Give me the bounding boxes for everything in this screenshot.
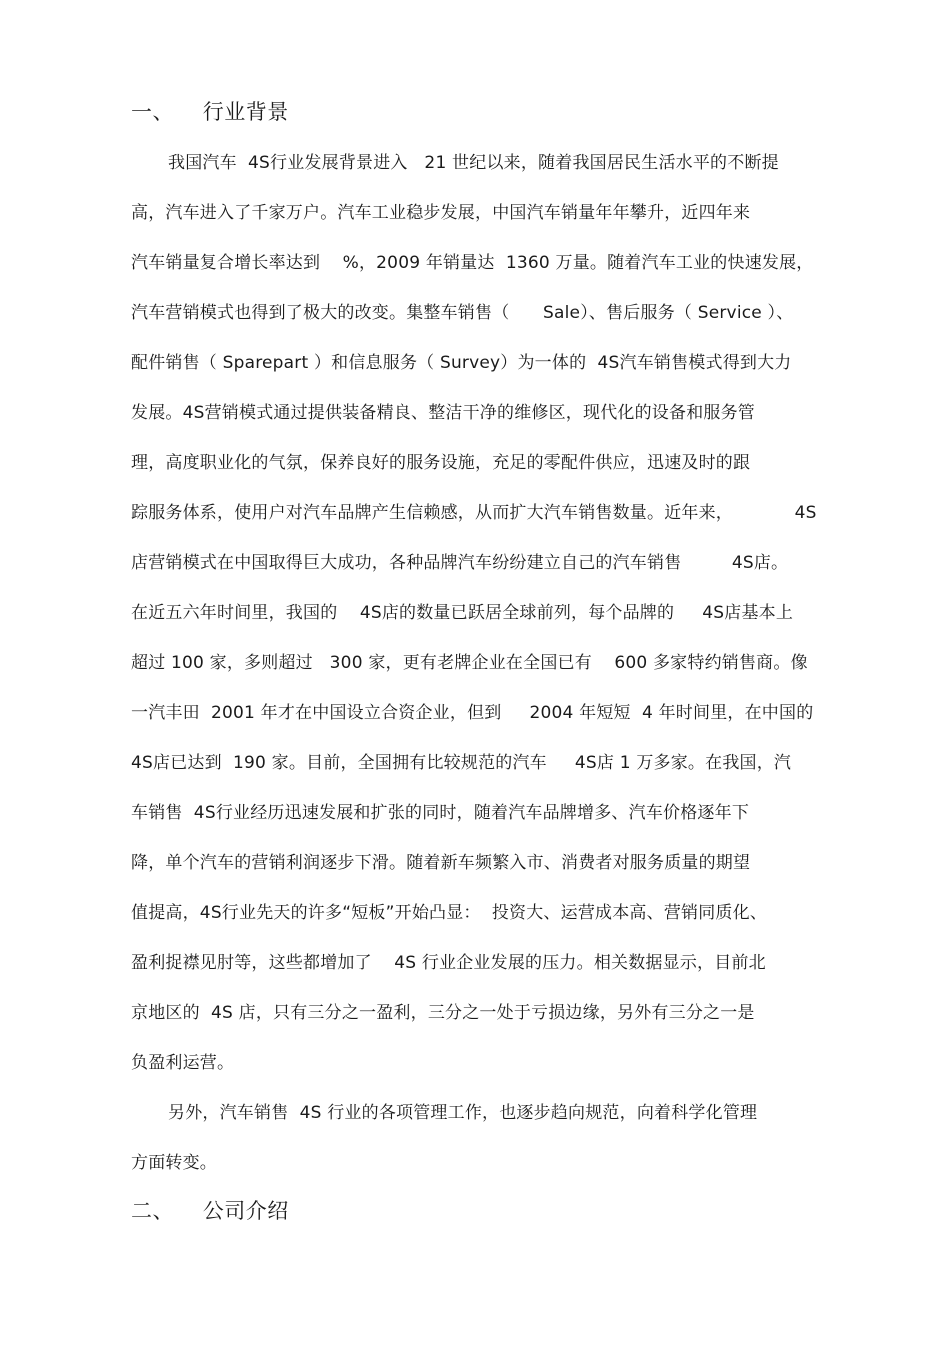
paragraph-line: 发展。4S营销模式通过提供装备精良、整洁干净的维修区，现代化的设备和服务管 — [131, 403, 756, 423]
section-heading-industry-background: 一、 行业背景 — [131, 100, 289, 124]
paragraph-line: 汽车营销模式也得到了极大的改变。集整车销售（ Sale）、售后服务（ Service ）、 — [131, 303, 794, 323]
section-heading-company-introduction: 二、 公司介绍 — [131, 1199, 289, 1223]
paragraph-line: 理，高度职业化的气氛，保养良好的服务设施，充足的零配件供应，迅速及时的跟 — [131, 453, 751, 473]
paragraph-line: 店营销模式在中国取得巨大成功，各种品牌汽车纷纷建立自己的汽车销售 4S店。 — [131, 553, 789, 573]
paragraph-line: 我国汽车 4S行业发展背景进入 21 世纪以来，随着我国居民生活水平的不断提 — [168, 153, 779, 173]
paragraph-line: 配件销售（ Sparepart ）和信息服务（ Survey）为一体的 4S汽车销售模式得到大力 — [131, 353, 792, 373]
paragraph-line: 汽车销量复合增长率达到 %，2009 年销量达 1360 万量。随着汽车工业的快速发展， — [131, 253, 814, 273]
paragraph-line: 另外，汽车销售 4S 行业的各项管理工作，也逐步趋向规范，向着科学化管理 — [168, 1103, 758, 1123]
paragraph-line: 超过 100 家，多则超过 300 家，更有老牌企业在全国已有 600 多家特约销售商。像 — [131, 653, 808, 673]
paragraph-line: 降，单个汽车的营销利润逐步下滑。随着新车频繁入市、消费者对服务质量的期望 — [131, 853, 751, 873]
paragraph-line: 负盈利运营。 — [131, 1053, 235, 1073]
paragraph-line: 值提高，4S行业先天的许多“短板”开始凸显： 投资大、运营成本高、营销同质化、 — [131, 903, 768, 923]
paragraph-line: 踪服务体系，使用户对汽车品牌产生信赖感，从而扩大汽车销售数量。近年来， 4S — [131, 503, 817, 523]
paragraph-line: 在近五六年时间里，我国的 4S店的数量已跃居全球前列，每个品牌的 4S店基本上 — [131, 603, 794, 623]
paragraph-line: 一汽丰田 2001 年才在中国设立合资企业，但到 2004 年短短 4 年时间里，在中国的 — [131, 703, 814, 723]
paragraph-line: 盈利捉襟见肘等，这些都增加了 4S 行业企业发展的压力。相关数据显示，目前北 — [131, 953, 766, 973]
paragraph-line: 车销售 4S行业经历迅速发展和扩张的同时，随着汽车品牌增多、汽车价格逐年下 — [131, 803, 750, 823]
paragraph-line: 方面转变。 — [131, 1153, 217, 1173]
paragraph-line: 京地区的 4S 店，只有三分之一盈利，三分之一处于亏损边缘，另外有三分之一是 — [131, 1003, 755, 1023]
paragraph-line: 高，汽车进入了千家万户。汽车工业稳步发展，中国汽车销量年年攀升，近四年来 — [131, 203, 751, 223]
paragraph-line: 4S店已达到 190 家。目前，全国拥有比较规范的汽车 4S店 1 万多家。在我国，汽 — [131, 753, 792, 773]
